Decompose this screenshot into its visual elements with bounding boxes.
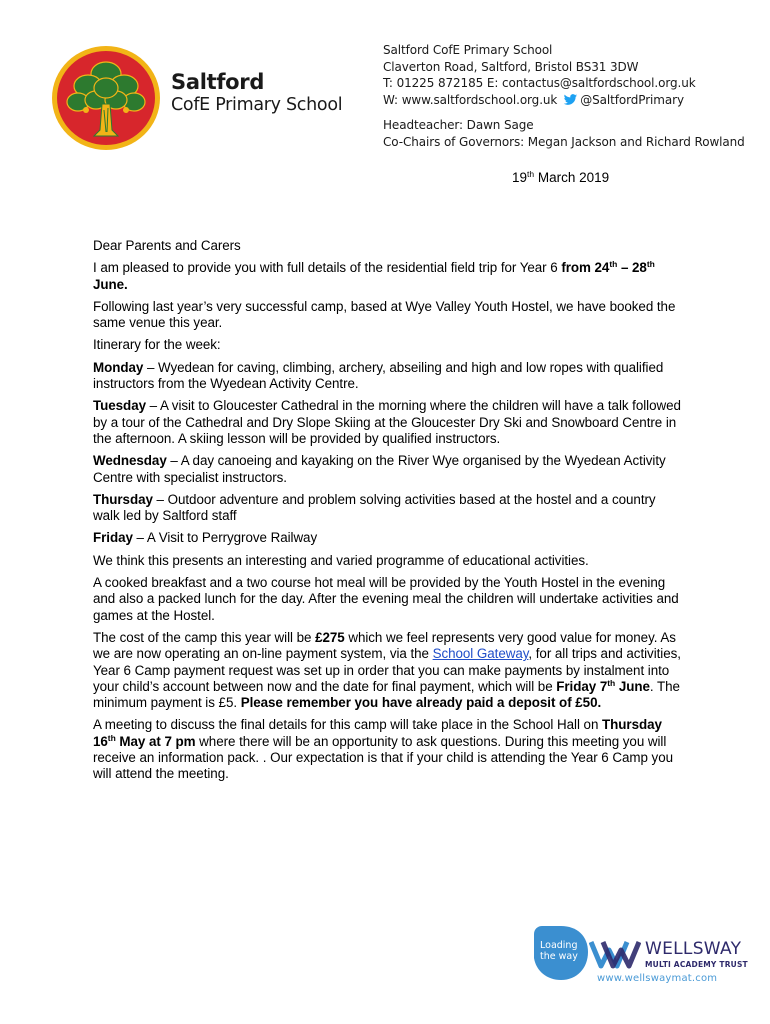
paragraph-meeting: A meeting to discuss the final details for this camp will take place in the School Hall on Thursday 16th May at 7 pm where there will be an opportunity to ask questions. During this meeting you will receive an information pack. . Our expectation is that if your child is attending the Year 6 Camp you will attend the meeting.: [93, 717, 673, 782]
itinerary-monday: Monday – Wyedean for caving, climbing, archery, abseiling and high and low ropes with qualified instructors from the Wyedean Activity Centre.: [93, 359, 664, 392]
itinerary-thursday: Thursday – Outdoor adventure and problem solving activities based at the hostel and a country walk led by Saltford staff: [93, 491, 656, 524]
itinerary-wednesday: Wednesday – A day canoeing and kayaking on the River Wye organised by the Wyedean Activity Centre with specialist instructors.: [93, 453, 666, 485]
twitter-bird-icon: [563, 94, 578, 106]
contact-headteacher: Headteacher: Dawn Sage: [383, 118, 534, 132]
trust-subtitle: MULTI ACADEMY TRUST: [645, 960, 748, 969]
itinerary-tuesday: Tuesday – A visit to Gloucester Cathedral in the morning where the children will have a talk followed by a tour of the Cathedral and Dry Slope Skiing at the Gloucester Dry Ski and Snowboard Centre in the afternoon. A skiing lesson will be provided by qualified instructors.: [93, 398, 681, 446]
trust-name: WELLSWAY: [645, 939, 742, 959]
badge-line1: Loading: [540, 940, 578, 951]
school-gateway-link[interactable]: School Gateway: [432, 646, 529, 662]
letter-body: [93, 238, 683, 789]
school-name-main: Saltford: [171, 70, 265, 94]
letter-date: 19th March 2019: [512, 169, 610, 185]
paragraph-cost: The cost of the camp this year will be £275 which we feel represents very good value for money. As we are now operating an on-line payment system, via the School Gateway, for all trips and activities, Year 6 Camp payment request was set up in order that you can make payments by instalment into your child’s account between now and the date for final payment, which will be Friday 7th June. The minimum payment is £5. Please remember you have already paid a deposit of £50.: [93, 629, 681, 711]
trust-url: www.wellswaymat.com: [597, 973, 718, 984]
contact-governors: Co-Chairs of Governors: Megan Jackson and Richard Rowland: [383, 134, 745, 149]
loading-the-way-badge-icon: [532, 924, 590, 982]
contact-school-name: Saltford CofE Primary School: [383, 43, 553, 57]
school-name-sub: CofE Primary School: [171, 95, 343, 115]
contact-web: W: www.saltfordschool.org.uk: [383, 92, 558, 107]
badge-line2: the way: [540, 951, 578, 962]
contact-twitter: @SaltfordPrimary: [580, 92, 684, 107]
trust-wordmark: [645, 939, 748, 970]
salutation: Dear Parents and Carers: [93, 238, 241, 253]
paragraph-venue: Following last year’s very successful camp, based at Wye Valley Youth Hostel, we have booked the same venue this year.: [93, 298, 676, 331]
itinerary-friday: Friday – A Visit to Perrygrove Railway: [93, 530, 318, 546]
paragraph-itinerary-heading: Itinerary for the week:: [93, 337, 221, 353]
paragraph-meals: A cooked breakfast and a two course hot meal will be provided by the Youth Hostel in the evening and also a packed lunch for the day. After the evening meal the children will undertake activities and games at the Hostel.: [93, 575, 679, 623]
contact-web-row: [383, 92, 745, 109]
contact-phone-email: T: 01225 872185 E: contactus@saltfordschool.org.uk: [383, 76, 696, 90]
contact-block: [383, 42, 745, 150]
oak-tree-crest-icon: [50, 44, 162, 152]
contact-address: Claverton Road, Saltford, Bristol BS31 3DW: [383, 59, 639, 74]
paragraph-intro: I am pleased to provide you with full details of the residential field trip for Year 6 from 24th – 28th June.: [93, 259, 655, 292]
wellsway-w-logo-icon: [589, 938, 641, 970]
paragraph-programme: We think this presents an interesting and varied programme of educational activities.: [93, 552, 589, 568]
school-wordmark: [171, 70, 342, 116]
